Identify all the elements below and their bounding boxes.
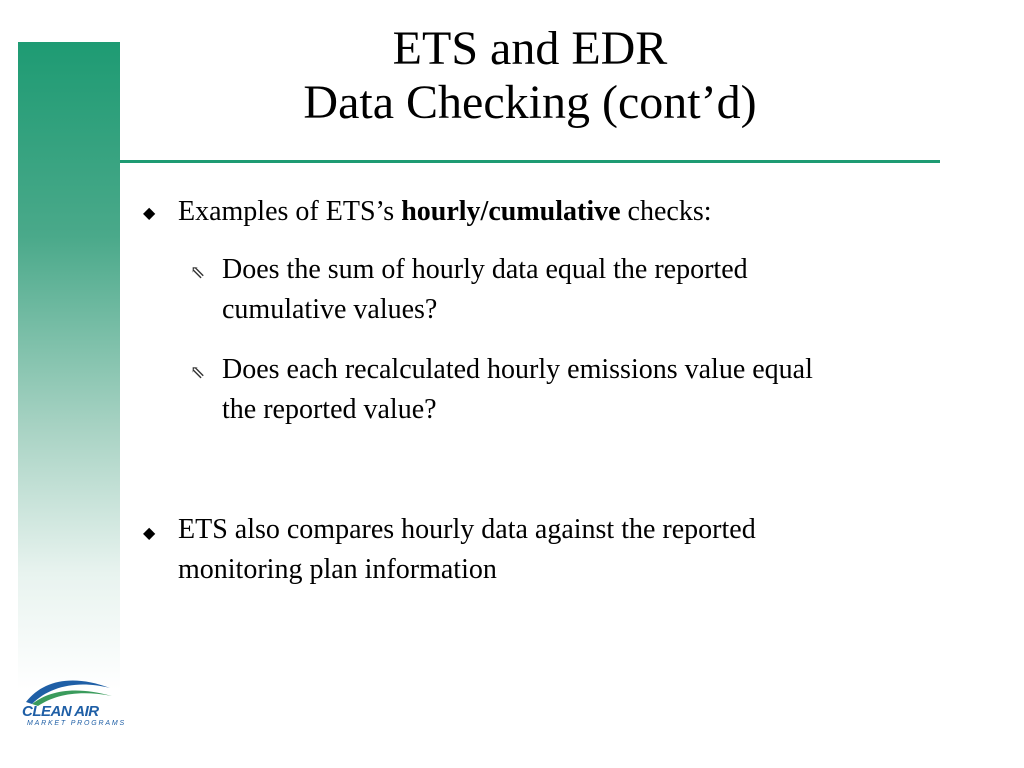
bullet-2-line-2: monitoring plan information [178,554,497,585]
bullet-1 [178,192,958,232]
bullet-2-line-1: ETS also compares hourly data against the reported [178,514,756,545]
sub-bullet-1-line-2: cumulative values? [222,294,438,325]
arrow-bullet-icon: ⇖ [190,262,206,282]
sub-bullet-2-line-1: Does each recalculated hourly emissions value equal [222,354,813,385]
sub-bullet-1-line-1: Does the sum of hourly data equal the reported [222,254,748,285]
diamond-bullet-icon: ◆ [143,205,156,222]
sub-bullet-1 [222,250,952,330]
sub-bullet-2-line-2: the reported value? [222,394,437,425]
bullet-2 [178,510,958,590]
bullet-1-text-after: checks: [620,196,712,227]
diamond-bullet-icon: ◆ [143,525,156,542]
logo-subtitle: MARKET PROGRAMS [27,720,126,727]
title-line-1: ETS and EDR [392,22,668,75]
sub-bullet-2 [222,350,952,430]
title-line-2: Data Checking (cont’d) [303,76,757,129]
bullet-1-text-bold: hourly/cumulative [401,196,621,227]
side-gradient-bar [18,42,120,690]
slide-title [120,22,940,130]
arrow-bullet-icon: ⇖ [190,362,206,382]
bullet-1-text-before: Examples of ETS’s [178,196,402,227]
logo-name: CLEAN AIR [22,703,99,720]
title-underline [120,160,940,163]
